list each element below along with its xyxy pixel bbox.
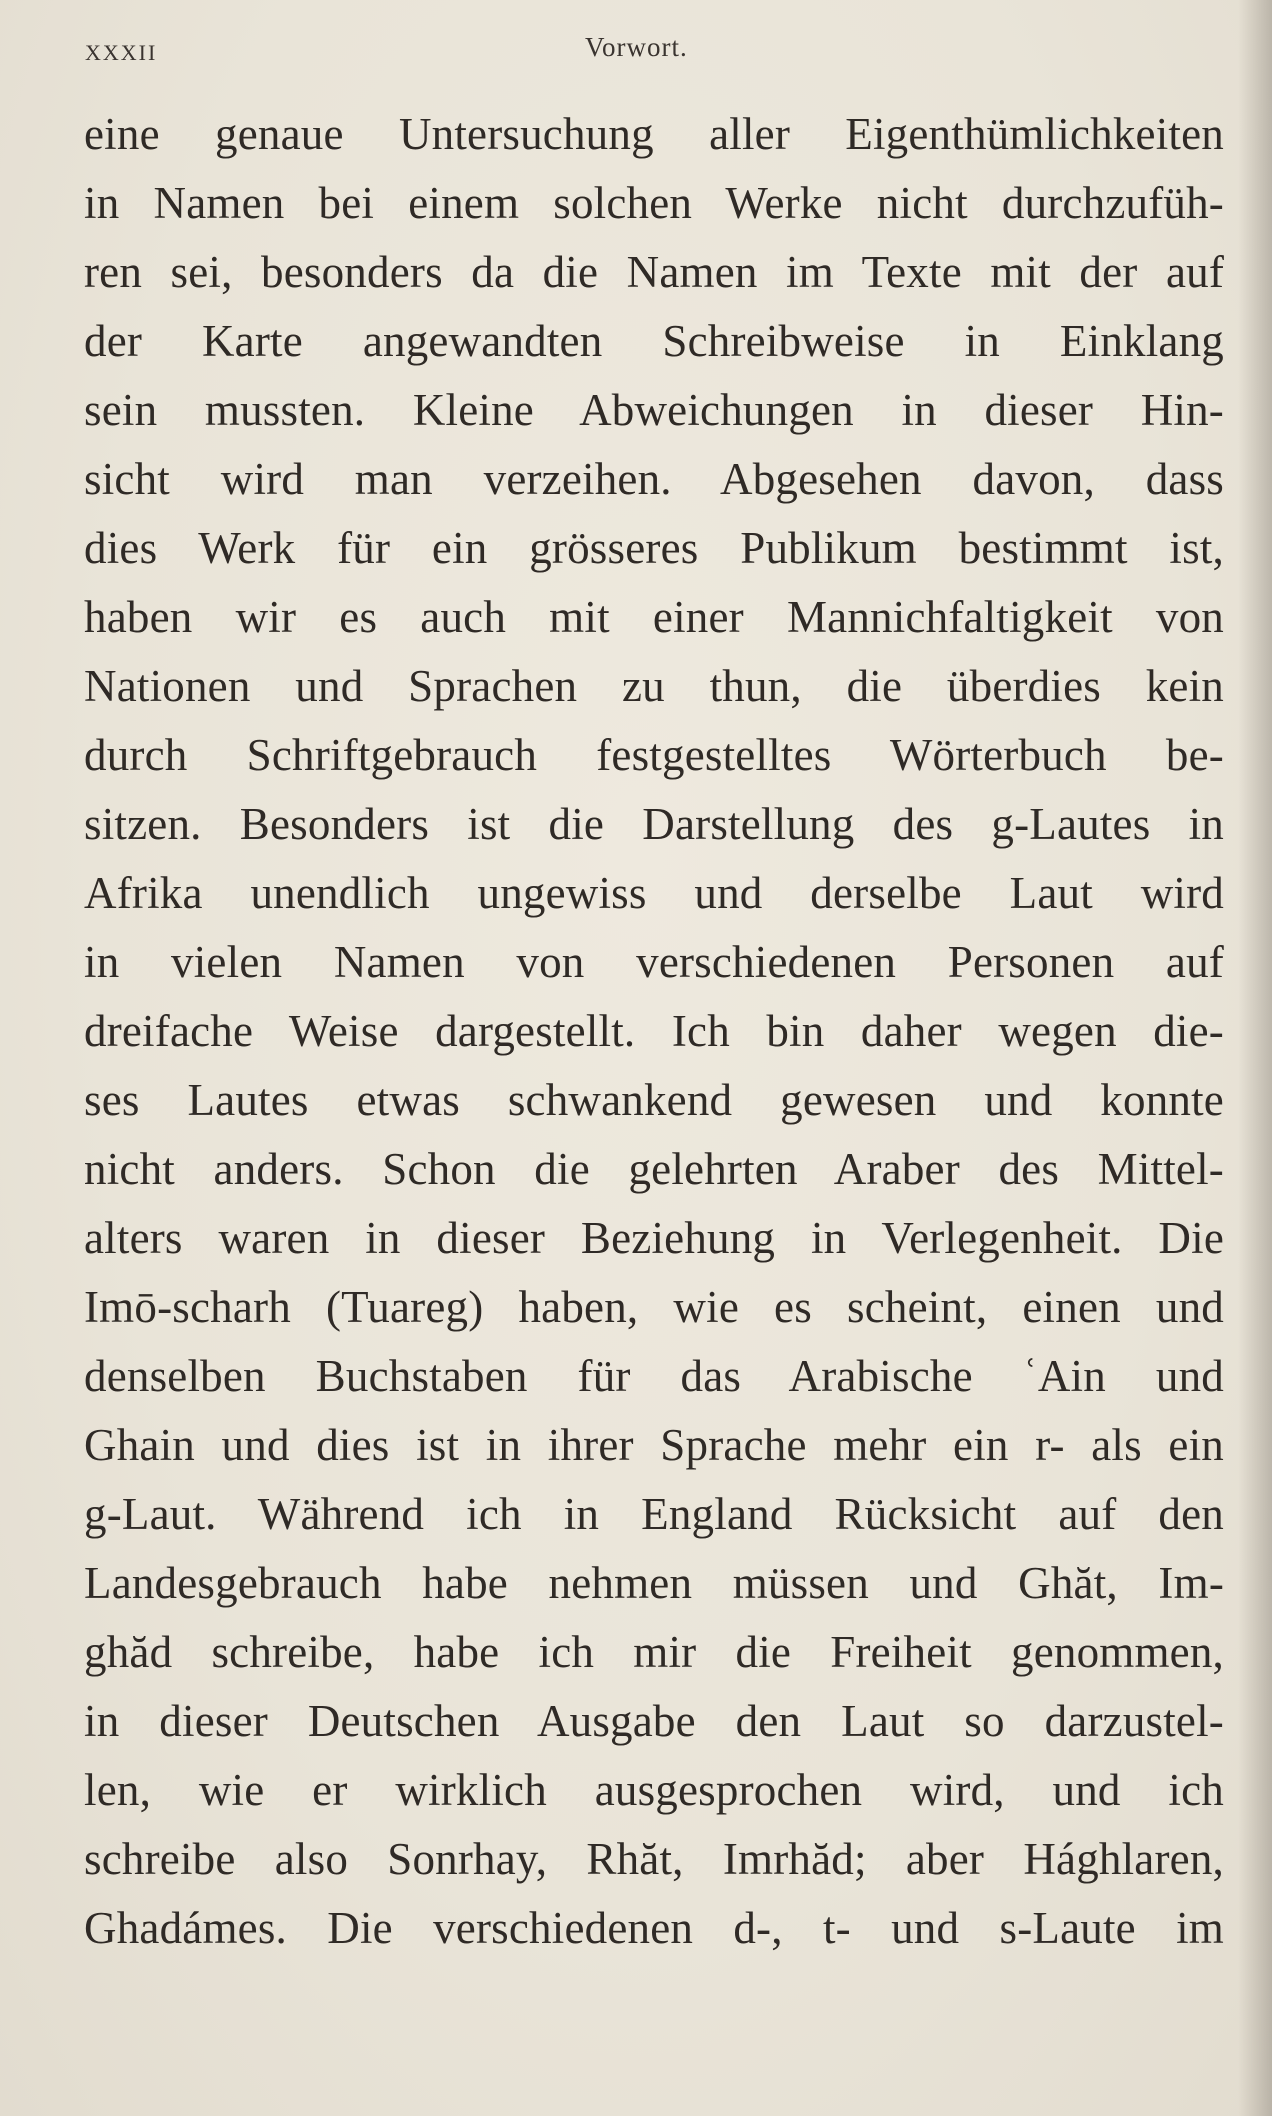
text-line: der Karte angewandten Schreibweise in Einklang [84, 316, 1224, 366]
text-line: nicht anders. Schon die gelehrten Araber des Mittel- [84, 1144, 1224, 1194]
text-line: len, wie er wirklich ausgesprochen wird, und ich [84, 1765, 1224, 1815]
text-line: Landesgebrauch habe nehmen müssen und Ghăt, Im- [84, 1558, 1224, 1608]
text-line: alters waren in dieser Beziehung in Verlegenheit. Die [84, 1213, 1224, 1263]
text-line: sitzen. Besonders ist die Darstellung des g-Lautes in [84, 799, 1224, 849]
text-line: schreibe also Sonrhay, Rhăt, Imrhăd; aber Hághlaren, [84, 1834, 1224, 1884]
page-edge-shadow [1238, 0, 1272, 2116]
text-line: Ghadámes. Die verschiedenen d-, t- und s-Laute im [84, 1903, 1224, 1953]
text-line: durch Schriftgebrauch festgestelltes Wörterbuch be- [84, 730, 1224, 780]
text-line: Nationen und Sprachen zu thun, die überdies kein [84, 661, 1224, 711]
text-line: Imō-scharh (Tuareg) haben, wie es scheint, einen und [84, 1282, 1224, 1332]
text-line: Ghain und dies ist in ihrer Sprache mehr ein r- als ein [84, 1420, 1224, 1470]
running-title: Vorwort. [585, 32, 688, 62]
text-line: haben wir es auch mit einer Mannichfaltigkeit von [84, 592, 1224, 642]
text-line: dreifache Weise dargestellt. Ich bin daher wegen die- [84, 1006, 1224, 1056]
body-text [84, 100, 1224, 1963]
text-line: dies Werk für ein grösseres Publikum bestimmt ist, [84, 523, 1224, 573]
text-line: sein mussten. Kleine Abweichungen in dieser Hin- [84, 385, 1224, 435]
running-head [85, 30, 1225, 70]
text-line: g-Laut. Während ich in England Rücksicht auf den [84, 1489, 1224, 1539]
text-line: ghăd schreibe, habe ich mir die Freiheit genommen, [84, 1627, 1224, 1677]
text-line: Afrika unendlich ungewiss und derselbe Laut wird [84, 868, 1224, 918]
text-line: in vielen Namen von verschiedenen Personen auf [84, 937, 1224, 987]
text-line: eine genaue Untersuchung aller Eigenthümlichkeiten [84, 109, 1224, 159]
text-line: ren sei, besonders da die Namen im Texte mit der auf [84, 247, 1224, 297]
text-line: in dieser Deutschen Ausgabe den Laut so darzustel- [84, 1696, 1224, 1746]
page-number: XXXII [85, 40, 158, 65]
text-line: denselben Buchstaben für das Arabische ʿAin und [84, 1351, 1224, 1401]
text-line: in Namen bei einem solchen Werke nicht durchzufüh- [84, 178, 1224, 228]
text-line: ses Lautes etwas schwankend gewesen und konnte [84, 1075, 1224, 1125]
text-line: sicht wird man verzeihen. Abgesehen davon, dass [84, 454, 1224, 504]
